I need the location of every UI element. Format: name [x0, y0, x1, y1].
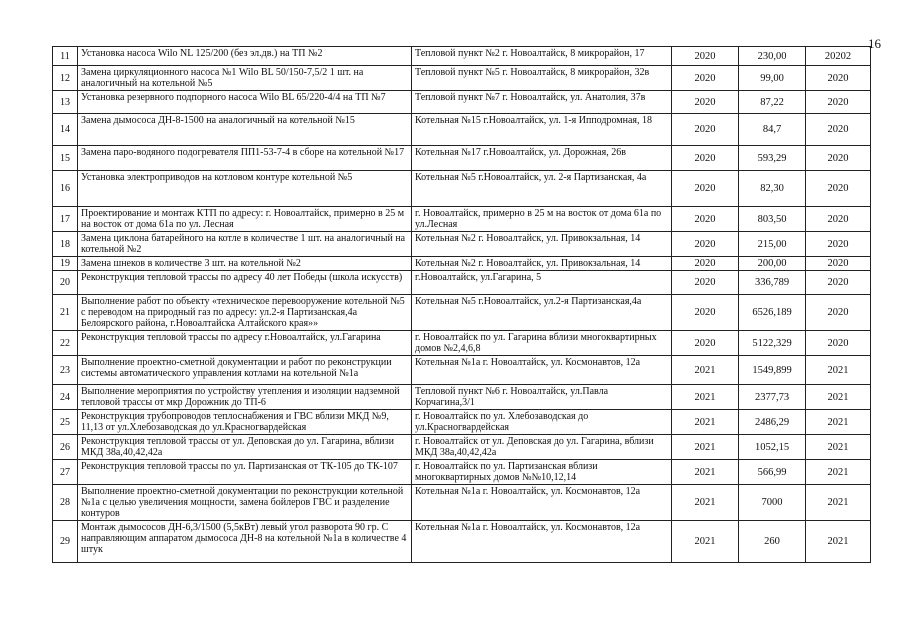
- row-number-cell: 29: [53, 521, 78, 563]
- activity-name-cell: Реконструкция трубопроводов теплоснабжения и ГВС вблизи МКД №9, 11,13 от ул.Хлебозаводская до ул.Красногвардейская: [78, 410, 412, 435]
- year-cell: 2021: [672, 435, 739, 460]
- table-row: [53, 91, 871, 114]
- row-number-cell: 20: [53, 271, 78, 295]
- year-cell: 2020: [672, 295, 739, 331]
- location-cell: Котельная №5 г.Новоалтайск, ул. 2-я Партизанская, 4а: [412, 171, 672, 207]
- cost-cell: 2486,29: [739, 410, 806, 435]
- row-number-cell: 11: [53, 47, 78, 66]
- location-cell: г. Новоалтайск по ул. Партизанская вблизи многоквартирных домов №№10,12,14: [412, 460, 672, 485]
- year-cell: 2020: [672, 66, 739, 91]
- year-cell: 2021: [672, 410, 739, 435]
- year-cell: 2020: [672, 114, 739, 146]
- location-cell: Котельная №5 г.Новоалтайск, ул.2-я Партизанская,4а: [412, 295, 672, 331]
- location-cell: Котельная №1а г. Новоалтайск, ул. Космонавтов, 12а: [412, 356, 672, 385]
- end-year-cell: 2021: [806, 385, 871, 410]
- end-year-cell: 2020: [806, 295, 871, 331]
- location-cell: Котельная №1а г. Новоалтайск, ул. Космонавтов, 12а: [412, 521, 672, 563]
- cost-cell: 99,00: [739, 66, 806, 91]
- activity-name-cell: Замена дымососа ДН-8-1500 на аналогичный на котельной №15: [78, 114, 412, 146]
- table-row: [53, 485, 871, 521]
- year-cell: 2020: [672, 146, 739, 171]
- activity-name-cell: Реконструкция тепловой трассы от ул. Деповская до ул. Гагарина, вблизи МКД 38а,40,42,42а: [78, 435, 412, 460]
- end-year-cell: 2020: [806, 331, 871, 356]
- cost-cell: 566,99: [739, 460, 806, 485]
- end-year-cell: 2020: [806, 271, 871, 295]
- activity-name-cell: Проектирование и монтаж КТП по адресу: г. Новоалтайск, примерно в 25 м на восток от дома 61а по ул. Лесная: [78, 207, 412, 232]
- row-number-cell: 12: [53, 66, 78, 91]
- row-number-cell: 14: [53, 114, 78, 146]
- end-year-cell: 2021: [806, 356, 871, 385]
- end-year-cell: 2020: [806, 171, 871, 207]
- table-row: [53, 460, 871, 485]
- year-cell: 2021: [672, 521, 739, 563]
- activity-name-cell: Выполнение мероприятия по устройству утепления и изоляции надземной тепловой трассы от мкр Дорожник до ТП-6: [78, 385, 412, 410]
- location-cell: г. Новоалтайск, примерно в 25 м на восток от дома 61а по ул.Лесная: [412, 207, 672, 232]
- location-cell: Тепловой пункт №5 г. Новоалтайск, 8 микрорайон, 32в: [412, 66, 672, 91]
- activity-name-cell: Замена паро-водяного подогревателя ПП1-53-7-4 в сборе на котельной №17: [78, 146, 412, 171]
- year-cell: 2020: [672, 271, 739, 295]
- activity-name-cell: Реконструкция тепловой трассы по адресу 40 лет Победы (школа искусств): [78, 271, 412, 295]
- cost-cell: 84,7: [739, 114, 806, 146]
- end-year-cell: 2020: [806, 257, 871, 271]
- table-row: [53, 232, 871, 257]
- activity-name-cell: Замена циклона батарейного на котле в количестве 1 шт. на аналогичный на котельной №2: [78, 232, 412, 257]
- cost-cell: 7000: [739, 485, 806, 521]
- table-row: [53, 410, 871, 435]
- cost-cell: 82,30: [739, 171, 806, 207]
- cost-cell: 336,789: [739, 271, 806, 295]
- year-cell: 2020: [672, 257, 739, 271]
- cost-cell: 6526,189: [739, 295, 806, 331]
- table-row: [53, 257, 871, 271]
- year-cell: 2021: [672, 485, 739, 521]
- row-number-cell: 17: [53, 207, 78, 232]
- activity-name-cell: Выполнение проектно-сметной документации и работ по реконструкции системы автоматического управления котлами на котельной №1а: [78, 356, 412, 385]
- table-row: [53, 146, 871, 171]
- table-row: [53, 66, 871, 91]
- table-row: [53, 521, 871, 563]
- year-cell: 2020: [672, 91, 739, 114]
- row-number-cell: 18: [53, 232, 78, 257]
- activity-name-cell: Реконструкция тепловой трассы по ул. Партизанская от ТК-105 до ТК-107: [78, 460, 412, 485]
- location-cell: г.Новоалтайск, ул.Гагарина, 5: [412, 271, 672, 295]
- row-number-cell: 24: [53, 385, 78, 410]
- table-row: [53, 171, 871, 207]
- table-row: [53, 385, 871, 410]
- location-cell: Тепловой пункт №6 г. Новоалтайск, ул.Павла Корчагина,3/1: [412, 385, 672, 410]
- location-cell: Тепловой пункт №7 г. Новоалтайск, ул. Анатолия, 37в: [412, 91, 672, 114]
- year-cell: 2020: [672, 171, 739, 207]
- table-row: [53, 356, 871, 385]
- cost-cell: 593,29: [739, 146, 806, 171]
- table-row: [53, 207, 871, 232]
- row-number-cell: 13: [53, 91, 78, 114]
- activity-name-cell: Установка электроприводов на котловом контуре котельной №5: [78, 171, 412, 207]
- location-cell: г. Новоалтайск по ул. Гагарина вблизи многоквартирных домов №2,4,6,8: [412, 331, 672, 356]
- end-year-cell: 20202: [806, 47, 871, 66]
- end-year-cell: 2021: [806, 410, 871, 435]
- cost-cell: 230,00: [739, 47, 806, 66]
- activity-name-cell: Выполнение проектно-сметной документации по реконструкции котельной №1а с целью увеличения мощности, замена бойлеров ГВС и разделение контуров: [78, 485, 412, 521]
- table-row: [53, 114, 871, 146]
- location-cell: Котельная №15 г.Новоалтайск, ул. 1-я Ипподромная, 18: [412, 114, 672, 146]
- end-year-cell: 2020: [806, 66, 871, 91]
- year-cell: 2020: [672, 331, 739, 356]
- year-cell: 2020: [672, 47, 739, 66]
- row-number-cell: 16: [53, 171, 78, 207]
- row-number-cell: 28: [53, 485, 78, 521]
- cost-cell: 5122,329: [739, 331, 806, 356]
- activity-name-cell: Реконструкция тепловой трассы по адресу г.Новоалтайск, ул.Гагарина: [78, 331, 412, 356]
- cost-cell: 87,22: [739, 91, 806, 114]
- cost-cell: 260: [739, 521, 806, 563]
- cost-cell: 1549,899: [739, 356, 806, 385]
- row-number-cell: 22: [53, 331, 78, 356]
- row-number-cell: 15: [53, 146, 78, 171]
- row-number-cell: 27: [53, 460, 78, 485]
- activity-name-cell: Установка насоса Wilo NL 125/200 (без эл.дв.) на ТП №2: [78, 47, 412, 66]
- end-year-cell: 2020: [806, 114, 871, 146]
- activity-name-cell: Установка резервного подпорного насоса Wilo BL 65/220-4/4 на ТП №7: [78, 91, 412, 114]
- year-cell: 2021: [672, 356, 739, 385]
- location-cell: Котельная №2 г. Новоалтайск, ул. Привокзальная, 14: [412, 257, 672, 271]
- end-year-cell: 2020: [806, 207, 871, 232]
- row-number-cell: 26: [53, 435, 78, 460]
- end-year-cell: 2021: [806, 435, 871, 460]
- end-year-cell: 2020: [806, 146, 871, 171]
- page-number: 16: [868, 36, 881, 51]
- row-number-cell: 19: [53, 257, 78, 271]
- end-year-cell: 2021: [806, 460, 871, 485]
- table-row: [53, 435, 871, 460]
- cost-cell: 215,00: [739, 232, 806, 257]
- end-year-cell: 2020: [806, 232, 871, 257]
- table-body: [53, 47, 871, 563]
- location-cell: г. Новоалтайск по ул. Хлебозаводская до ул.Красногвардейская: [412, 410, 672, 435]
- year-cell: 2020: [672, 232, 739, 257]
- location-cell: Тепловой пункт №2 г. Новоалтайск, 8 микрорайон, 17: [412, 47, 672, 66]
- cost-cell: 2377,73: [739, 385, 806, 410]
- row-number-cell: 25: [53, 410, 78, 435]
- activity-name-cell: Замена шнеков в количестве 3 шт. на котельной №2: [78, 257, 412, 271]
- table-row: [53, 271, 871, 295]
- activity-name-cell: Замена циркуляционного насоса №1 Wilo BL 50/150-7,5/2 1 шт. на аналогичный на котельной №5: [78, 66, 412, 91]
- location-cell: Котельная №2 г. Новоалтайск, ул. Привокзальная, 14: [412, 232, 672, 257]
- location-cell: Котельная №1а г. Новоалтайск, ул. Космонавтов, 12а: [412, 485, 672, 521]
- cost-cell: 1052,15: [739, 435, 806, 460]
- table-row: [53, 295, 871, 331]
- activity-name-cell: Монтаж дымососов ДН-6,3/1500 (5,5кВт) левый угол разворота 90 гр. С направляющим аппаратом дымососа ДН-8 на котельной №1а в количестве 4 штук: [78, 521, 412, 563]
- year-cell: 2021: [672, 460, 739, 485]
- row-number-cell: 23: [53, 356, 78, 385]
- end-year-cell: 2021: [806, 485, 871, 521]
- year-cell: 2020: [672, 207, 739, 232]
- cost-cell: 200,00: [739, 257, 806, 271]
- table-row: [53, 47, 871, 66]
- cost-cell: 803,50: [739, 207, 806, 232]
- end-year-cell: 2020: [806, 91, 871, 114]
- end-year-cell: 2021: [806, 521, 871, 563]
- activity-name-cell: Выполнение работ по объекту «техническое перевооружение котельной №5 с переводом на природный газ по адресу: ул.2-я Партизанская,4а Белоярского района, г.Новоалтайска Алтайского края»»: [78, 295, 412, 331]
- year-cell: 2021: [672, 385, 739, 410]
- location-cell: г. Новоалтайск от ул. Деповская до ул. Гагарина, вблизи МКД 38а,40,42,42а: [412, 435, 672, 460]
- row-number-cell: 21: [53, 295, 78, 331]
- investment-table: [52, 46, 871, 563]
- location-cell: Котельная №17 г.Новоалтайск, ул. Дорожная, 26в: [412, 146, 672, 171]
- table-row: [53, 331, 871, 356]
